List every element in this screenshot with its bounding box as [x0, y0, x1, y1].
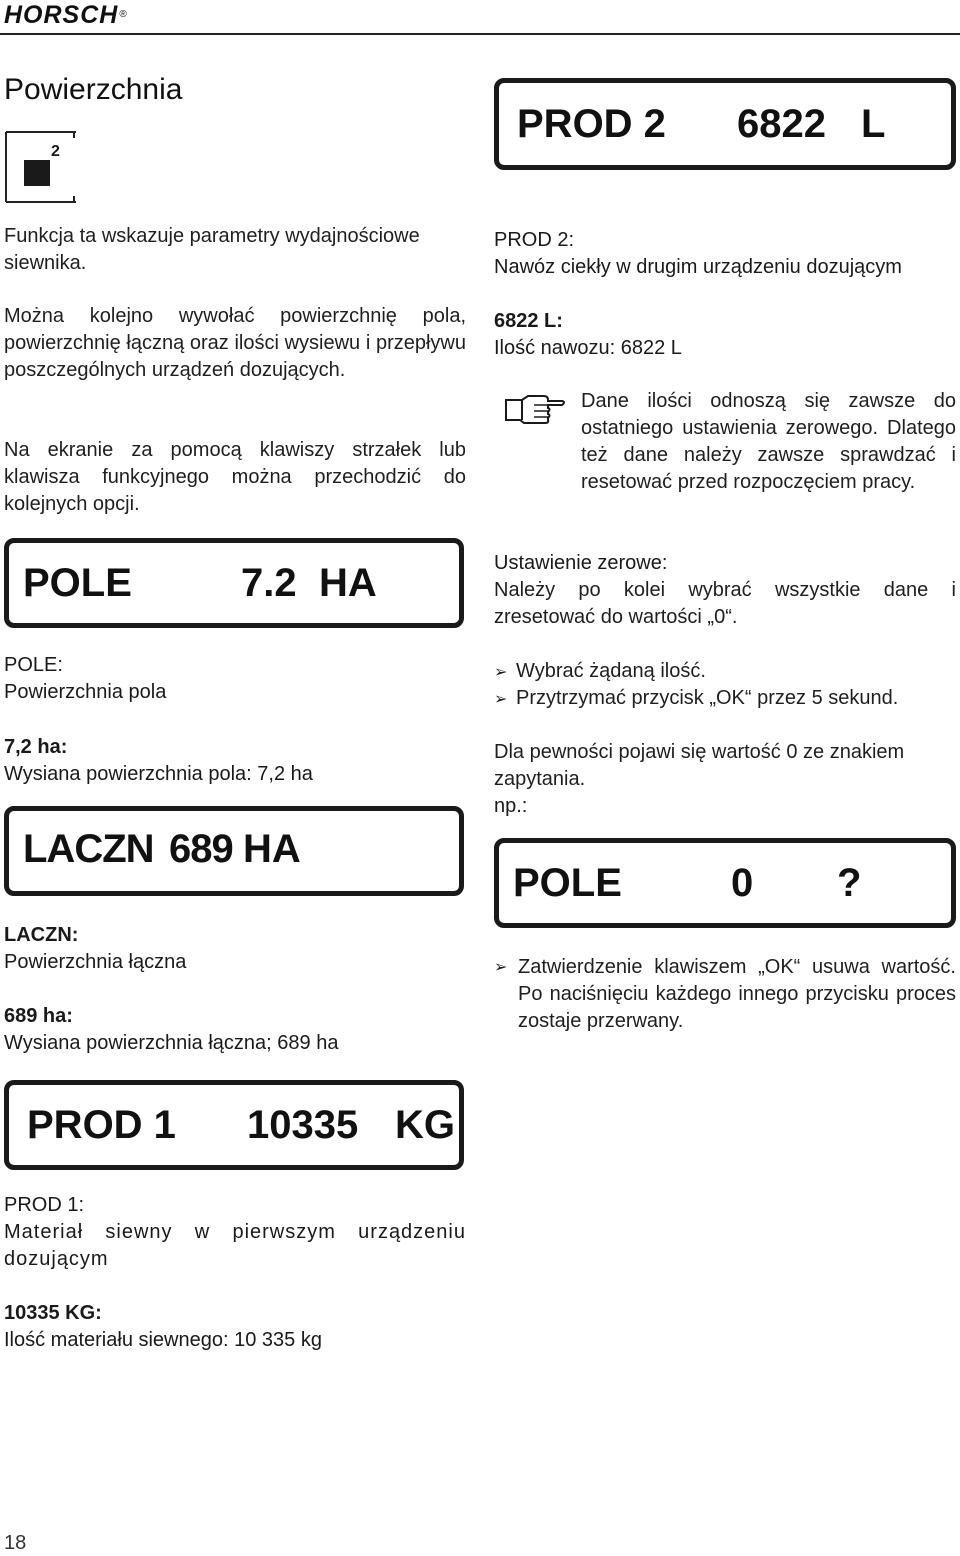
prod1-label: PROD 1:	[4, 1194, 85, 1216]
display-prod2-value: 6822	[737, 102, 826, 146]
icon-superscript: 2	[51, 143, 60, 160]
display-pole-label: POLE	[23, 561, 132, 605]
display-laczn	[4, 806, 464, 896]
display-pole-value: 7.2	[241, 561, 297, 605]
pole-desc: Powierzchnia pola	[4, 681, 167, 703]
note-text: Dane ilości odnoszą się zawsze do ostatniego ustawienia zerowego. Dlatego też dane należy zawsze sprawdzać i resetować przed rozpoczęciem pracy.	[581, 390, 956, 493]
intro-paragraph-3: Na ekranie za pomocą klawiszy strzałek lub klawisza funkcyjnego można przechodzić do kolejnych opcji.	[4, 439, 466, 515]
intro-paragraph-2: Można kolejno wywołać powierzchnię pola, powierzchnię łączną oraz ilości wysiewu i przepływu poszczególnych urządzeń dozujących.	[4, 305, 466, 381]
display-pole	[4, 538, 464, 628]
ha72-label: 7,2 ha:	[4, 736, 68, 758]
ha689-label: 689 ha:	[4, 1005, 73, 1027]
header-rule	[0, 33, 960, 35]
display-pole-unit: HA	[319, 561, 377, 605]
l-label: 6822 L:	[494, 310, 563, 332]
pole-label: POLE:	[4, 654, 63, 676]
display-laczn-label: LACZN	[23, 827, 154, 872]
ha72-desc: Wysiana powierzchnia pola: 7,2 ha	[4, 763, 313, 785]
reset-title: Ustawienie zerowe:	[494, 552, 668, 574]
step-3: ➢ Zatwierdzenie klawiszem „OK“ usuwa wartość. Po naciśnięciu każdego innego przycisku proces zostaje przerwany.	[494, 956, 956, 1032]
area-counter-icon	[4, 130, 76, 204]
display-prod2-label: PROD 2	[517, 102, 666, 146]
display-zero-label: POLE	[513, 861, 622, 905]
kg-label: 10335 KG:	[4, 1302, 102, 1324]
example-label: np.:	[494, 795, 528, 817]
intro-paragraph-1: Funkcja ta wskazuje parametry wydajnościowe siewnika.	[4, 225, 420, 274]
confirm-text: Dla pewności pojawi się wartość 0 ze znakiem zapytania.	[494, 741, 905, 790]
display-prod1-label: PROD 1	[27, 1103, 176, 1147]
step-1: ➢ Wybrać żądaną ilość.	[494, 660, 706, 682]
display-prod1-value: 10335	[247, 1103, 359, 1147]
section-title: Powierzchnia	[4, 73, 183, 106]
laczn-label: LACZN:	[4, 924, 79, 946]
l-desc: Ilość nawozu: 6822 L	[494, 337, 682, 359]
kg-desc: Ilość materiału siewnego: 10 335 kg	[4, 1329, 322, 1351]
prod1-desc: Materiał siewny w pierwszym urządzeniu dozującym	[4, 1221, 466, 1270]
prod2-label: PROD 2:	[494, 229, 575, 251]
display-laczn-unit: HA	[243, 827, 301, 872]
ha689-desc: Wysiana powierzchnia łączna; 689 ha	[4, 1032, 339, 1054]
display-prod2	[494, 78, 956, 170]
display-zero	[494, 838, 956, 928]
display-prod1-unit: KG	[395, 1103, 455, 1147]
display-zero-value: 0	[731, 861, 754, 905]
page-number: 18	[4, 1532, 27, 1554]
step-2: ➢ Przytrzymać przycisk „OK“ przez 5 sekund.	[494, 687, 899, 709]
prod2-desc: Nawóz ciekły w drugim urządzeniu dozującym	[494, 256, 902, 278]
pointing-hand-icon	[504, 392, 568, 426]
display-laczn-value: 689	[169, 827, 233, 872]
horsch-logo: HORSCH®	[4, 1, 128, 29]
reset-desc: Należy po kolei wybrać wszystkie dane i zresetować do wartości „0“.	[494, 579, 956, 628]
display-prod1	[4, 1080, 464, 1170]
display-prod2-unit: L	[861, 102, 886, 146]
laczn-desc: Powierzchnia łączna	[4, 951, 187, 973]
display-zero-unit: ?	[837, 861, 862, 905]
